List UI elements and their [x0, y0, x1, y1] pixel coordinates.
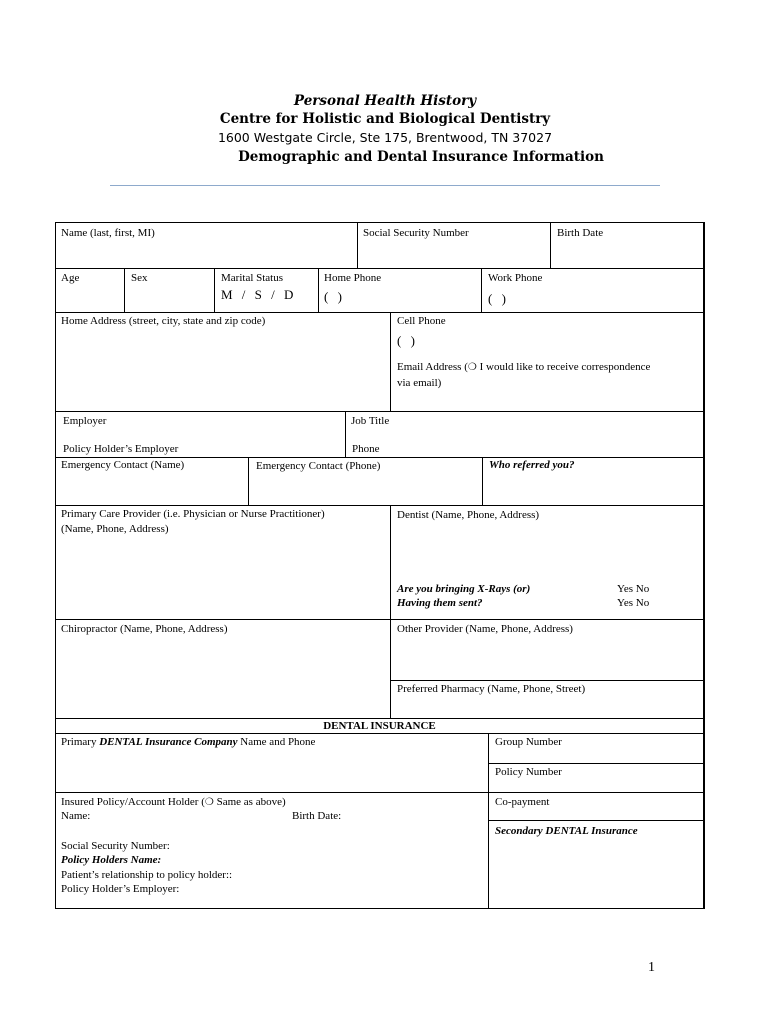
- row-divider: [55, 505, 704, 506]
- name-label: Name (last, first, MI): [61, 227, 155, 239]
- col-divider: [390, 505, 391, 718]
- home-phone-label: Home Phone: [324, 272, 382, 284]
- chiropractor-label: Chiropractor (Name, Phone, Address): [61, 623, 228, 635]
- other-provider-label: Other Provider (Name, Phone, Address): [397, 623, 573, 635]
- col-divider: [482, 457, 483, 505]
- insured-birth-date-label: Birth Date:: [292, 810, 342, 822]
- insured-holder-label: Insured Policy/Account Holder (❍ Same as above): [61, 796, 286, 808]
- col-divider: [481, 268, 482, 312]
- cell-phone-label: Cell Phone: [397, 315, 446, 327]
- page-number: 1: [648, 960, 655, 975]
- table-border-top: [55, 222, 704, 223]
- employer-label: Employer: [63, 415, 107, 427]
- col-divider: [488, 733, 489, 909]
- secondary-insurance-label: Secondary DENTAL Insurance: [495, 825, 638, 837]
- copayment-label: Co-payment: [495, 796, 550, 808]
- email-label-cont: via email): [397, 377, 442, 389]
- insured-ssn-label: Social Security Number:: [61, 840, 170, 852]
- table-border-bottom: [55, 908, 704, 909]
- col-divider: [318, 268, 319, 312]
- dentist-label: Dentist (Name, Phone, Address): [397, 509, 540, 521]
- col-divider: [124, 268, 125, 312]
- primary-insurance-label: Primary DENTAL Insurance Company Name and Phone: [61, 736, 316, 748]
- col-divider: [550, 222, 551, 268]
- work-phone-label: Work Phone: [488, 272, 543, 284]
- home-address-label: Home Address (street, city, state and zip code): [61, 315, 266, 327]
- sex-label: Sex: [131, 272, 148, 284]
- marital-options: M / S / D: [221, 287, 297, 302]
- insured-name-label: Name:: [61, 810, 91, 822]
- circle-checkbox-icon[interactable]: ❍: [204, 797, 214, 808]
- col-divider: [390, 312, 391, 411]
- emergency-phone-label: Emergency Contact (Phone): [256, 460, 381, 472]
- marital-status-label: Marital Status: [221, 272, 284, 284]
- policy-holders-name-label: Policy Holders Name:: [61, 854, 162, 866]
- ssn-label: Social Security Number: [363, 227, 469, 239]
- emergency-name-label: Emergency Contact (Name): [61, 459, 185, 471]
- row-divider: [488, 820, 704, 821]
- row-divider: [390, 680, 704, 681]
- circle-checkbox-icon[interactable]: ❍: [467, 362, 477, 373]
- policy-number-label: Policy Number: [495, 766, 562, 778]
- relationship-label: Patient’s relationship to policy holder::: [61, 869, 233, 881]
- form-subtitle: Demographic and Dental Insurance Information: [238, 149, 604, 165]
- row-divider: [55, 268, 704, 269]
- practice-name: Centre for Holistic and Biological Dentistry: [219, 111, 551, 127]
- sent-yes-no[interactable]: Yes No: [617, 597, 650, 609]
- practice-address: 1600 Westgate Circle, Ste 175, Brentwood, TN 37027: [217, 130, 553, 145]
- table-border-left: [55, 222, 56, 909]
- referral-label: Who referred you?: [489, 459, 575, 471]
- job-title-label: Job Title: [351, 415, 390, 427]
- birth-date-label: Birth Date: [557, 227, 604, 239]
- primary-care-label-cont: (Name, Phone, Address): [61, 523, 169, 535]
- policy-holders-employer-label: Policy Holder’s Employer: [63, 443, 179, 455]
- age-label: Age: [61, 272, 80, 284]
- email-label: Email Address (❍ I would like to receive correspondence: [397, 361, 651, 373]
- work-phone-parens: ( ): [488, 291, 509, 306]
- home-phone-parens: ( ): [324, 289, 345, 304]
- col-divider: [214, 268, 215, 312]
- insured-employer-label: Policy Holder’s Employer:: [61, 883, 180, 895]
- col-divider: [345, 411, 346, 457]
- header-rule: [110, 185, 660, 186]
- row-divider: [55, 411, 704, 412]
- pharmacy-label: Preferred Pharmacy (Name, Phone, Street): [397, 683, 586, 695]
- phone-label: Phone: [352, 443, 380, 455]
- xrays-question: Are you bringing X-Rays (or): [397, 583, 531, 595]
- group-number-label: Group Number: [495, 736, 562, 748]
- row-divider: [55, 619, 704, 620]
- primary-care-label: Primary Care Provider (i.e. Physician or Nurse Practitioner): [61, 508, 325, 520]
- row-divider: [488, 763, 704, 764]
- table-border-right: [703, 222, 705, 909]
- xrays-question-cont: Having them sent?: [397, 597, 483, 609]
- row-divider: [55, 312, 704, 313]
- form-title: Personal Health History: [293, 93, 477, 109]
- col-divider: [357, 222, 358, 268]
- cell-phone-parens: ( ): [397, 333, 418, 348]
- col-divider: [248, 457, 249, 505]
- xrays-yes-no[interactable]: Yes No: [617, 583, 650, 595]
- dental-insurance-heading: DENTAL INSURANCE: [323, 720, 436, 732]
- row-divider: [55, 792, 704, 793]
